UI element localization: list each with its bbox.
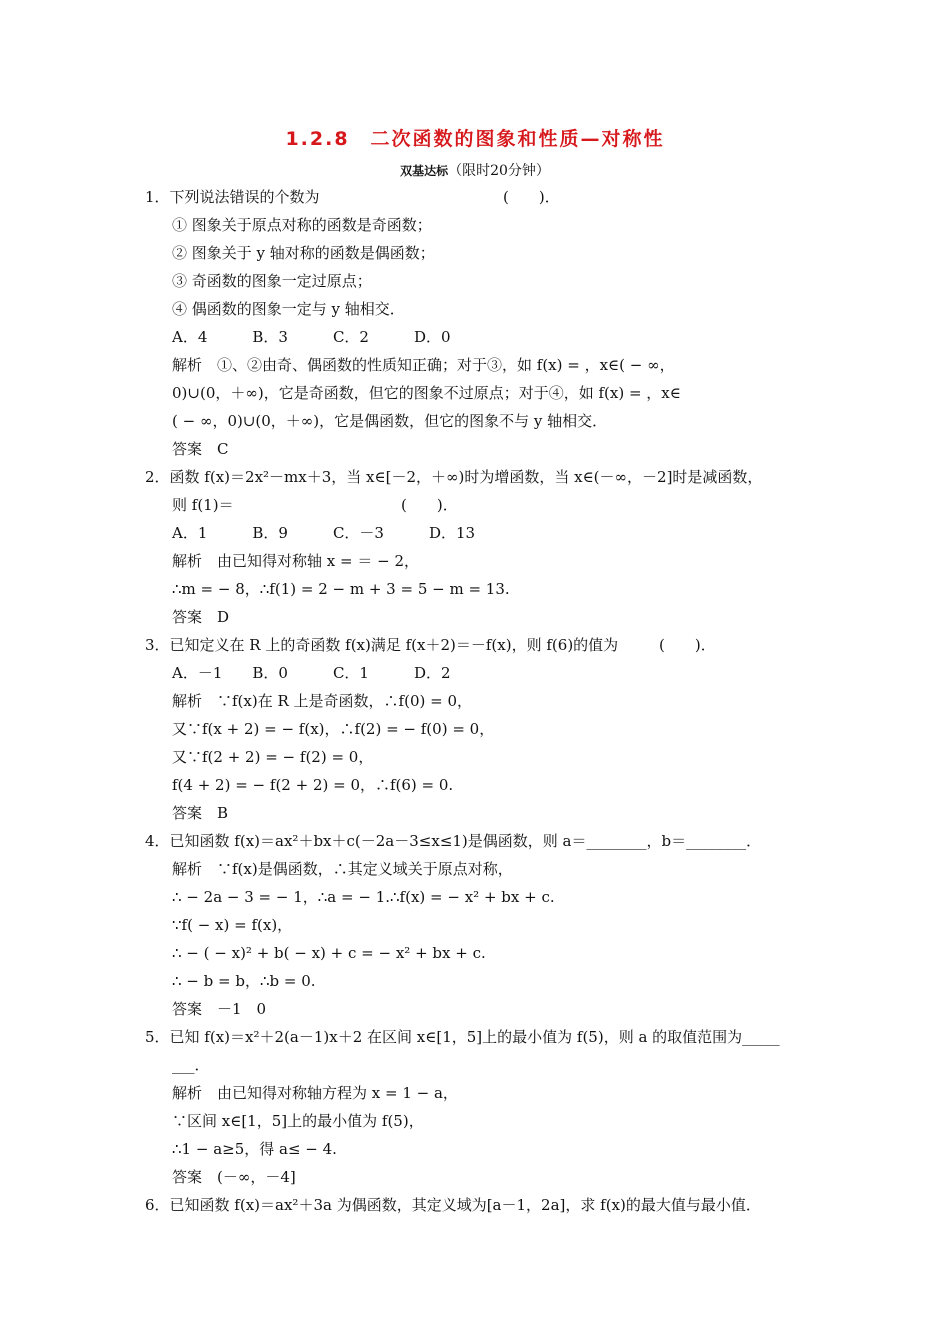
- q2-options: A．1 B．9 C．－3 D．13: [172, 524, 476, 542]
- q4-answer: 答案 －1 0: [172, 1000, 267, 1018]
- q4-solution-4: ∴ − ( − x)² + b( − x) + c = − x² + bx + c.: [172, 944, 486, 962]
- q2-paren: ( )．: [401, 496, 458, 514]
- q1-solution-2: 0)∪(0，＋∞)，它是奇函数，但它的图象不过原点；对于④，如 f(x) = ，x∈: [172, 384, 681, 402]
- q1-options: A．4 B．3 C．2 D．0: [172, 328, 451, 346]
- subtitle-label: 双基达标: [400, 164, 449, 178]
- q2-answer: 答案 D: [172, 608, 230, 626]
- page-title: 1.2.8 二次函数的图象和性质—对称性: [285, 128, 665, 150]
- q5-solution-2: ∵区间 x∈[1，5]上的最小值为 f(5)，: [172, 1112, 424, 1130]
- q4-solution-2: ∴ − 2a − 3 = − 1，∴a = − 1.∴f(x) = − x² + bx + c.: [172, 888, 555, 906]
- q4-solution-5: ∴ − b = b，∴b = 0.: [172, 972, 316, 990]
- q3-options: A．－1 B．0 C．1 D．2: [172, 664, 451, 682]
- q6-stem: 6．已知函数 f(x)＝ax²＋3a 为偶函数，其定义域为[a－1，2a]，求 f(x)的最大值与最小值．: [145, 1196, 761, 1214]
- q3-solution-1: 解析 ∵f(x)在 R 上是奇函数，∴f(0) = 0，: [172, 692, 472, 710]
- q3-answer: 答案 B: [172, 804, 229, 822]
- q3-paren: ( )．: [659, 636, 716, 654]
- q5-solution-1: 解析 由已知得对称轴方程为 x = 1 − a，: [172, 1084, 458, 1102]
- q4-solution-3: ∵f( − x) = f(x)，: [172, 916, 293, 934]
- q2-stem-cont: 则 f(1)＝: [172, 496, 234, 514]
- q1-solution-1: 解析 ①、②由奇、偶函数的性质知正确；对于③，如 f(x) = ，x∈( − ∞，: [172, 356, 675, 374]
- subtitle-time: （限时20分钟）: [448, 163, 550, 179]
- q3-stem: 3．已知定义在 R 上的奇函数 f(x)满足 f(x＋2)＝－f(x)，则 f(6)的值为: [145, 636, 619, 654]
- q4-solution-1: 解析 ∵f(x)是偶函数，∴其定义域关于原点对称，: [172, 860, 513, 878]
- q3-solution-4: f(4 + 2) = − f(2 + 2) = 0，∴f(6) = 0.: [172, 776, 454, 794]
- q2-solution-2: ∴m = − 8，∴f(1) = 2 − m + 3 = 5 − m = 13.: [172, 580, 510, 598]
- q2-stem: 2．函数 f(x)＝2x²－mx＋3，当 x∈[－2，＋∞)时为增函数，当 x∈(－∞，－2]时是减函数，: [145, 468, 763, 486]
- q5-stem-cont: ___．: [172, 1056, 210, 1074]
- q1-solution-3: ( − ∞，0)∪(0，＋∞)，它是偶函数，但它的图象不与 y 轴相交．: [172, 412, 608, 430]
- q1-stem: 1．下列说法错误的个数为: [145, 188, 320, 206]
- q3-solution-2: 又∵f(x + 2) = − f(x)，∴f(2) = − f(0) = 0，: [172, 720, 495, 738]
- q1-statement-1: ① 图象关于原点对称的函数是奇函数；: [172, 216, 432, 234]
- q5-solution-3: ∴1 − a≥5，得 a≤ − 4.: [172, 1140, 337, 1158]
- q1-statement-3: ③ 奇函数的图象一定过原点；: [172, 272, 372, 290]
- q1-statement-2: ② 图象关于 y 轴对称的函数是偶函数；: [172, 244, 435, 262]
- q3-solution-3: 又∵f(2 + 2) = − f(2) = 0，: [172, 748, 374, 766]
- q1-answer: 答案 C: [172, 440, 229, 458]
- q2-solution-1: 解析 由已知得对称轴 x = ＝ − 2，: [172, 552, 419, 570]
- q5-answer: 答案 (－∞，－4]: [172, 1168, 296, 1186]
- q1-statement-4: ④ 偶函数的图象一定与 y 轴相交．: [172, 300, 405, 318]
- q5-stem: 5．已知 f(x)＝x²＋2(a－1)x＋2 在区间 x∈[1，5]上的最小值为 f(5)，则 a 的取值范围为_____: [145, 1028, 780, 1046]
- section-subtitle: [0, 160, 950, 180]
- q4-stem: 4．已知函数 f(x)＝ax²＋bx＋c(－2a－3≤x≤1)是偶函数，则 a＝________，b＝________．: [145, 832, 762, 850]
- q1-paren: ( )．: [503, 188, 560, 206]
